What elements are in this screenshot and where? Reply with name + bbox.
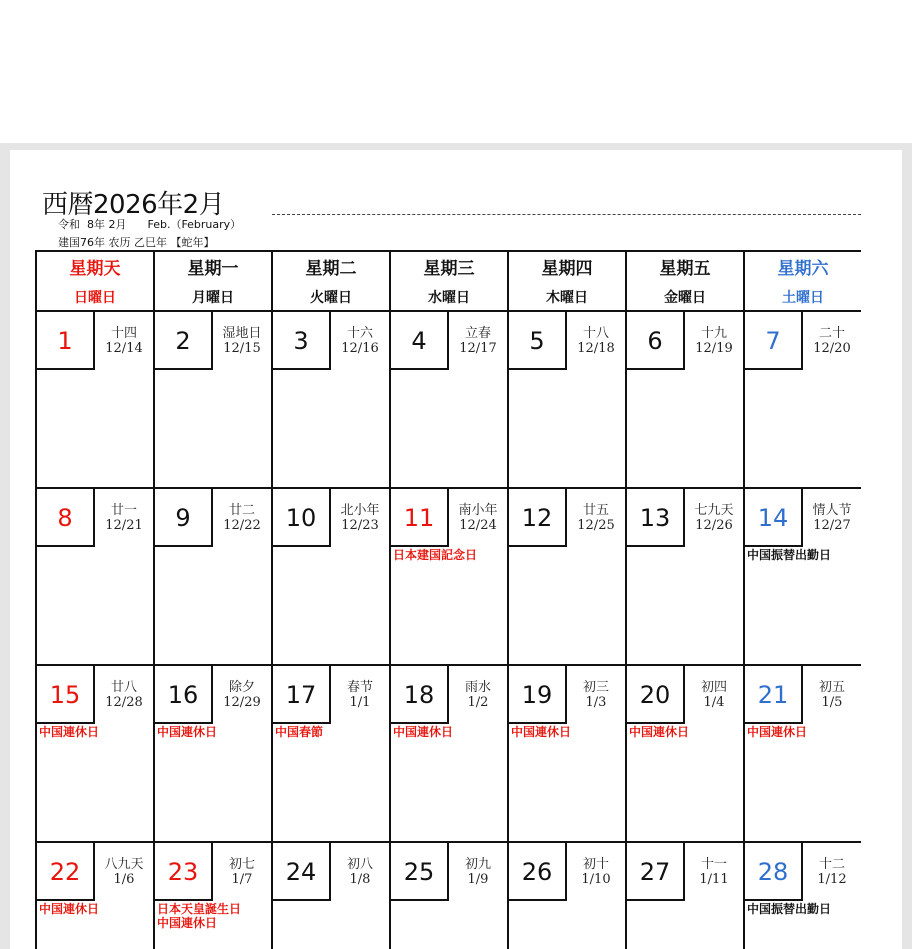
- lunar-date: 12/29: [223, 695, 261, 710]
- holiday-notes: [747, 902, 831, 916]
- day-number: 28: [745, 843, 803, 901]
- lunar-info: [567, 680, 625, 710]
- lunar-label: 初八: [346, 857, 373, 872]
- lunar-info: [95, 680, 153, 710]
- lunar-info: [567, 326, 625, 356]
- day-cell[interactable]: [626, 488, 744, 665]
- day-cell[interactable]: [626, 842, 744, 949]
- day-cell[interactable]: [390, 311, 508, 488]
- lunar-label: 北小年: [340, 503, 380, 518]
- holiday-notes: [275, 725, 323, 739]
- holiday-note: 中国連休日: [747, 725, 808, 739]
- weekday-jp: 火曜日: [310, 290, 352, 306]
- lunar-date: 12/18: [577, 341, 615, 356]
- lunar-info: [685, 326, 743, 356]
- day-cell[interactable]: [154, 842, 272, 949]
- day-cell[interactable]: [272, 665, 390, 842]
- day-cell[interactable]: [154, 311, 272, 488]
- day-cell[interactable]: [36, 842, 154, 949]
- lunar-label: 初三: [582, 680, 609, 695]
- holiday-note: 中国連休日: [511, 725, 572, 739]
- day-cell[interactable]: [744, 488, 861, 665]
- day-number: 20: [627, 666, 685, 724]
- weekday-header: [390, 251, 508, 311]
- weekday-header-row: [36, 251, 861, 311]
- lunar-date: 12/25: [577, 518, 615, 533]
- holiday-note: 中国連休日: [629, 725, 690, 739]
- weekday-header: [272, 251, 390, 311]
- lunar-date: 1/4: [703, 695, 725, 710]
- day-number: 4: [391, 312, 449, 370]
- day-cell[interactable]: [390, 842, 508, 949]
- lunar-info: [213, 503, 271, 533]
- lunar-date: 12/21: [105, 518, 143, 533]
- day-number: 25: [391, 843, 449, 901]
- weekday-header: [626, 251, 744, 311]
- lunar-date: 1/10: [581, 872, 611, 887]
- day-number: 23: [155, 843, 213, 901]
- weekday-header: [36, 251, 154, 311]
- holiday-notes: [629, 725, 689, 739]
- day-cell[interactable]: [626, 311, 744, 488]
- day-cell[interactable]: [154, 665, 272, 842]
- holiday-note: 日本建国記念日: [393, 548, 478, 562]
- lunar-subtitle: 建国76年 农历 乙巳年 【蛇年】: [58, 236, 215, 249]
- day-cell[interactable]: [744, 842, 861, 949]
- lunar-info: [567, 857, 625, 887]
- holiday-notes: [393, 725, 453, 739]
- lunar-info: [213, 680, 271, 710]
- day-cell[interactable]: [508, 311, 626, 488]
- day-number: 11: [391, 489, 449, 547]
- day-number: 5: [509, 312, 567, 370]
- era-subtitle: 令和 8年 2月 Feb.（February）: [58, 218, 242, 231]
- lunar-info: [449, 680, 507, 710]
- week-row: [36, 311, 861, 488]
- day-number: 9: [155, 489, 213, 547]
- holiday-notes: [157, 725, 217, 739]
- lunar-label: 十八: [582, 326, 609, 341]
- weekday-zh: 星期一: [187, 259, 239, 279]
- lunar-info: [331, 503, 389, 533]
- lunar-label: 情人节: [812, 503, 852, 518]
- lunar-label: 初五: [818, 680, 845, 695]
- lunar-date: 1/5: [821, 695, 843, 710]
- day-number: 27: [627, 843, 685, 901]
- holiday-note: 中国連休日: [157, 725, 218, 739]
- page-title: 西暦2026年2月: [42, 190, 225, 220]
- lunar-date: 1/12: [817, 872, 847, 887]
- lunar-label: 十六: [346, 326, 373, 341]
- day-number: 6: [627, 312, 685, 370]
- holiday-notes: [511, 725, 571, 739]
- lunar-date: 12/17: [459, 341, 497, 356]
- weekday-jp: 金曜日: [664, 290, 706, 306]
- lunar-label: 初九: [464, 857, 491, 872]
- lunar-label: 八九天: [104, 857, 144, 872]
- day-number: 10: [273, 489, 331, 547]
- holiday-notes: [157, 902, 241, 930]
- day-cell[interactable]: [154, 488, 272, 665]
- lunar-date: 1/6: [113, 872, 135, 887]
- holiday-note: 日本天皇誕生日: [157, 902, 242, 916]
- day-cell[interactable]: [272, 842, 390, 949]
- weekday-zh: 星期四: [541, 259, 593, 279]
- week-row: [36, 665, 861, 842]
- day-number: 24: [273, 843, 331, 901]
- lunar-date: 12/16: [341, 341, 379, 356]
- lunar-info: [95, 326, 153, 356]
- lunar-info: [567, 503, 625, 533]
- lunar-date: 1/9: [467, 872, 489, 887]
- day-number: 7: [745, 312, 803, 370]
- lunar-info: [803, 680, 861, 710]
- lunar-info: [331, 680, 389, 710]
- lunar-label: 南小年: [458, 503, 498, 518]
- day-cell[interactable]: [272, 311, 390, 488]
- day-cell[interactable]: [744, 311, 861, 488]
- day-number: 13: [627, 489, 685, 547]
- day-cell[interactable]: [36, 665, 154, 842]
- day-number: 15: [37, 666, 95, 724]
- day-number: 12: [509, 489, 567, 547]
- day-cell[interactable]: [272, 488, 390, 665]
- lunar-info: [213, 857, 271, 887]
- lunar-date: 12/26: [695, 518, 733, 533]
- weekday-jp: 日曜日: [74, 290, 116, 306]
- lunar-info: [449, 857, 507, 887]
- holiday-notes: [393, 548, 477, 562]
- lunar-date: 12/27: [813, 518, 851, 533]
- weekday-header: [508, 251, 626, 311]
- day-number: 19: [509, 666, 567, 724]
- weekday-zh: 星期二: [305, 259, 357, 279]
- holiday-notes: [39, 902, 99, 916]
- day-number: 14: [745, 489, 803, 547]
- top-blank-area: [0, 0, 912, 143]
- lunar-info: [331, 857, 389, 887]
- lunar-label: 二十: [818, 326, 845, 341]
- lunar-label: 七九天: [694, 503, 734, 518]
- lunar-date: 1/7: [231, 872, 253, 887]
- day-number: 2: [155, 312, 213, 370]
- lunar-label: 十一: [700, 857, 727, 872]
- lunar-date: 1/11: [699, 872, 729, 887]
- day-number: 16: [155, 666, 213, 724]
- lunar-label: 湿地日: [222, 326, 262, 341]
- day-number: 18: [391, 666, 449, 724]
- calendar-weeks: [36, 311, 861, 949]
- lunar-info: [449, 503, 507, 533]
- day-cell[interactable]: [508, 488, 626, 665]
- lunar-label: 初四: [700, 680, 727, 695]
- day-cell[interactable]: [508, 842, 626, 949]
- weekday-zh: 星期六: [777, 259, 829, 279]
- lunar-date: 12/23: [341, 518, 379, 533]
- weekday-jp: 水曜日: [428, 290, 470, 306]
- day-number: 26: [509, 843, 567, 901]
- lunar-date: 12/28: [105, 695, 143, 710]
- day-number: 8: [37, 489, 95, 547]
- lunar-label: 十四: [110, 326, 137, 341]
- day-cell[interactable]: [390, 665, 508, 842]
- day-number: 3: [273, 312, 331, 370]
- day-cell[interactable]: [36, 488, 154, 665]
- lunar-label: 初七: [228, 857, 255, 872]
- lunar-info: [803, 503, 861, 533]
- lunar-info: [213, 326, 271, 356]
- lunar-label: 雨水: [464, 680, 491, 695]
- weekday-header: [154, 251, 272, 311]
- day-cell[interactable]: [744, 665, 861, 842]
- calendar-grid: [35, 250, 861, 949]
- lunar-date: 1/1: [349, 695, 371, 710]
- lunar-date: 1/3: [585, 695, 607, 710]
- lunar-info: [95, 857, 153, 887]
- lunar-label: 除夕: [228, 680, 255, 695]
- lunar-date: 12/24: [459, 518, 497, 533]
- weekday-jp: 土曜日: [782, 290, 824, 306]
- holiday-note: 中国連休日: [157, 916, 218, 930]
- lunar-info: [449, 326, 507, 356]
- holiday-notes: [747, 548, 831, 562]
- dashed-rule: [272, 214, 861, 215]
- lunar-label: 春节: [346, 680, 373, 695]
- lunar-label: 立春: [464, 326, 491, 341]
- lunar-label: 初十: [582, 857, 609, 872]
- day-cell[interactable]: [36, 311, 154, 488]
- weekday-zh: 星期三: [423, 259, 475, 279]
- lunar-date: 12/15: [223, 341, 261, 356]
- holiday-note: 中国振替出勤日: [747, 902, 832, 916]
- holiday-note: 中国春節: [275, 725, 324, 739]
- holiday-note: 中国連休日: [393, 725, 454, 739]
- holiday-note: 中国連休日: [39, 902, 100, 916]
- day-cell[interactable]: [390, 488, 508, 665]
- lunar-label: 廿二: [228, 503, 255, 518]
- lunar-info: [803, 857, 861, 887]
- lunar-info: [331, 326, 389, 356]
- lunar-info: [685, 680, 743, 710]
- day-number: 22: [37, 843, 95, 901]
- weekday-jp: 月曜日: [192, 290, 234, 306]
- lunar-date: 12/22: [223, 518, 261, 533]
- weekday-jp: 木曜日: [546, 290, 588, 306]
- lunar-date: 12/19: [695, 341, 733, 356]
- week-row: [36, 488, 861, 665]
- lunar-label: 廿五: [582, 503, 609, 518]
- holiday-notes: [747, 725, 807, 739]
- lunar-info: [95, 503, 153, 533]
- weekday-zh: 星期天: [69, 259, 121, 279]
- day-cell[interactable]: [626, 665, 744, 842]
- calendar-table: [35, 250, 861, 949]
- day-cell[interactable]: [508, 665, 626, 842]
- holiday-notes: [39, 725, 99, 739]
- lunar-date: 1/8: [349, 872, 371, 887]
- weekday-zh: 星期五: [659, 259, 711, 279]
- weekday-header: [744, 251, 861, 311]
- day-number: 17: [273, 666, 331, 724]
- lunar-label: 十九: [700, 326, 727, 341]
- lunar-date: 12/14: [105, 341, 143, 356]
- lunar-date: 12/20: [813, 341, 851, 356]
- day-number: 21: [745, 666, 803, 724]
- lunar-info: [685, 857, 743, 887]
- holiday-note: 中国連休日: [39, 725, 100, 739]
- lunar-label: 廿八: [110, 680, 137, 695]
- holiday-note: 中国振替出勤日: [747, 548, 832, 562]
- lunar-info: [685, 503, 743, 533]
- week-row: [36, 842, 861, 949]
- lunar-date: 1/2: [467, 695, 489, 710]
- lunar-info: [803, 326, 861, 356]
- lunar-label: 十二: [818, 857, 845, 872]
- lunar-label: 廿一: [110, 503, 137, 518]
- day-number: 1: [37, 312, 95, 370]
